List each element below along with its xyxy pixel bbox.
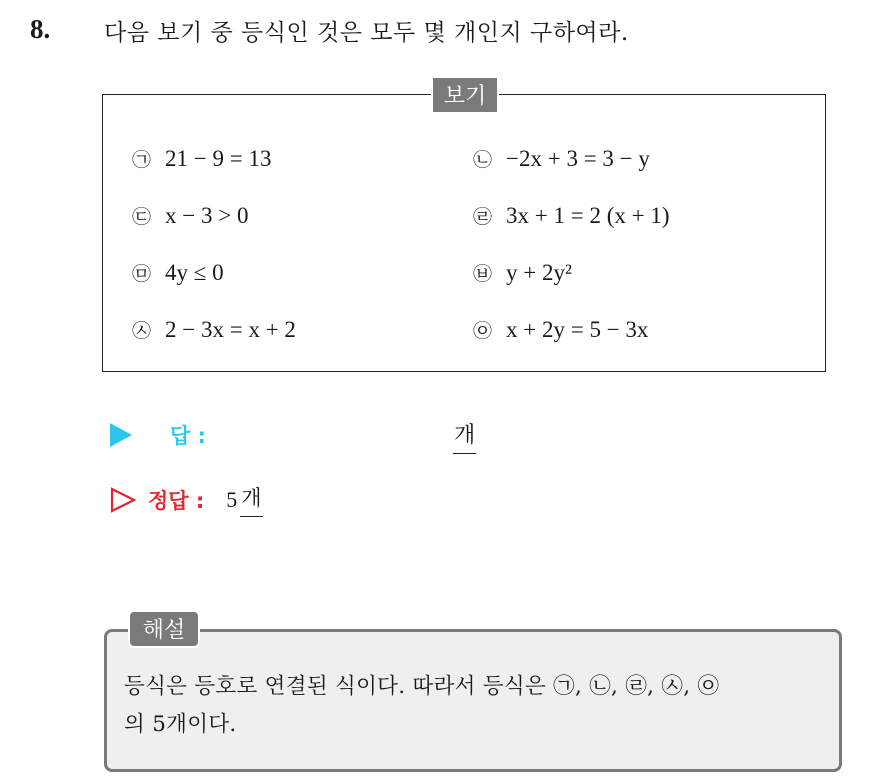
bogi-item (473, 202, 670, 229)
item-marker: ㉦ (132, 320, 152, 342)
item-expression: x + 2y = 5 − 3x (506, 316, 649, 342)
question-text: 다음 보기 중 등식인 것은 모두 몇 개인지 구하여라. (104, 20, 629, 46)
correct-answer-value: 5 (226, 486, 238, 512)
answer-row (110, 420, 206, 450)
item-expression: 3x + 1 = 2 (x + 1) (506, 202, 670, 228)
outline-triangle-icon (110, 487, 136, 513)
bogi-item (473, 145, 650, 172)
bogi-item (132, 202, 248, 229)
explanation-line: 의 5개이다. (124, 712, 237, 737)
item-marker: ㉢ (132, 206, 152, 228)
bogi-item (473, 259, 572, 286)
explanation-tag: 해설 (128, 610, 200, 648)
answer-label: 답 : (170, 424, 206, 448)
correct-answer-row (110, 482, 263, 517)
question-number: 8. (30, 14, 51, 44)
item-marker: ㉤ (132, 263, 152, 285)
item-expression: y + 2y² (506, 259, 572, 285)
item-marker: ㉧ (473, 320, 493, 342)
item-marker: ㉡ (473, 149, 493, 171)
item-marker: ㉣ (473, 206, 493, 228)
bogi-item (132, 145, 271, 172)
bogi-item (132, 316, 296, 343)
explanation-text (124, 668, 824, 744)
bogi-item (132, 259, 224, 286)
item-marker: ㉥ (473, 263, 493, 285)
item-expression: −2x + 3 = 3 − y (506, 145, 650, 171)
explanation-line: 등식은 등호로 연결된 식이다. 따라서 등식은 ㉠, ㉡, ㉣, ㉦, ㉧ (124, 674, 720, 699)
correct-answer-label: 정답 : (148, 488, 205, 513)
item-expression: x − 3 > 0 (165, 202, 249, 228)
item-expression: 21 − 9 = 13 (165, 145, 272, 171)
play-triangle-icon (110, 423, 132, 447)
correct-answer-unit: 개 (240, 482, 262, 517)
bogi-item (473, 316, 648, 343)
item-marker: ㉠ (132, 149, 152, 171)
bogi-tag: 보기 (431, 76, 499, 114)
item-expression: 4y ≤ 0 (165, 259, 224, 285)
answer-unit: 개 (453, 418, 476, 454)
item-expression: 2 − 3x = x + 2 (165, 316, 296, 342)
